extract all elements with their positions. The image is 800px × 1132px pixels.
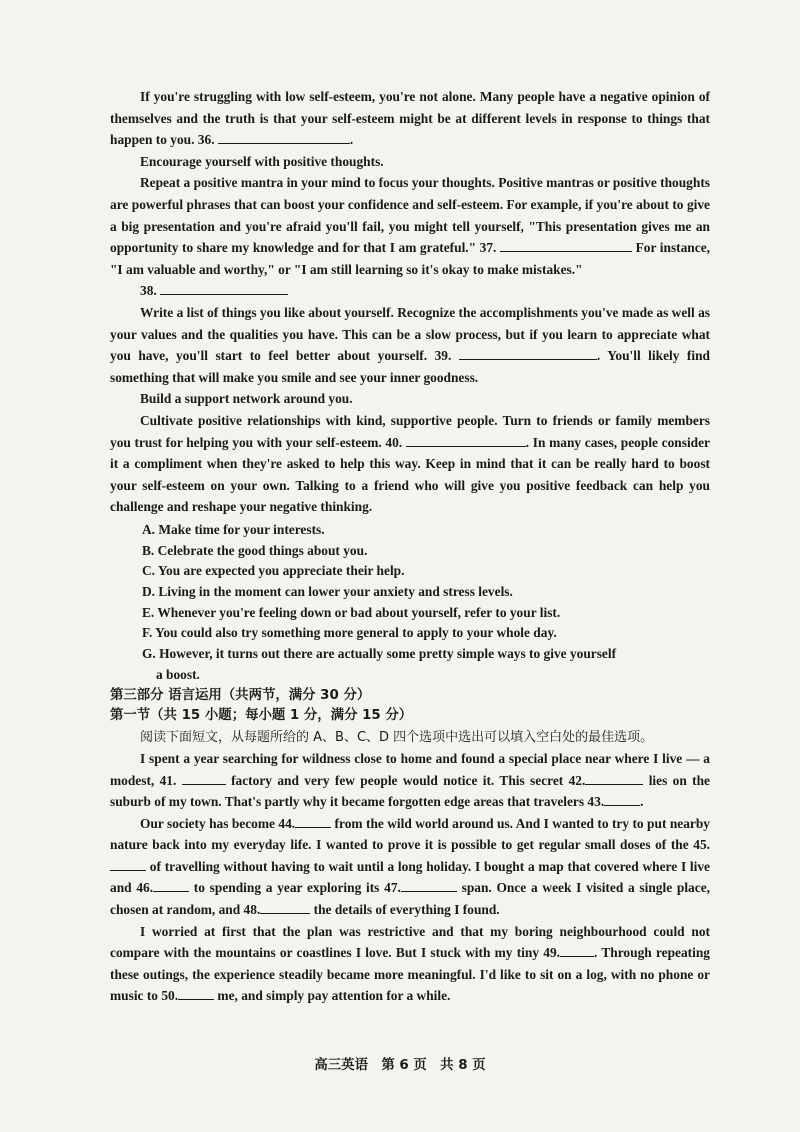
answer-options [110,520,710,686]
answer-blank-50[interactable] [178,987,214,1000]
option-a: A. Make time for your interests. [142,521,325,537]
answer-blank-43[interactable] [604,793,640,806]
answer-blank-49[interactable] [560,944,594,957]
answer-blank-36[interactable] [218,131,350,144]
answer-blank-42[interactable] [585,772,643,785]
cloze-paragraph: Our society has become 44. from the wild world around us. And I wanted to try to put nearby nature back into my everyday life. I wanted to prove it is possible to get regular small doses of the 45. of travelling without having to wait until a long holiday. I bought a map that covered where I live and 46. to spending a year exploring its 47. span. Once a week I visited a single place, chosen at random, and 48. the details of everything I found. [110,815,710,918]
answer-blank-39[interactable] [459,347,597,360]
answer-blank-44[interactable] [295,815,331,828]
option-c: C. You are expected you appreciate their help. [142,563,405,579]
answer-blank-47[interactable] [401,879,457,892]
question-38-line: 38. [110,280,710,302]
passage-paragraph: Repeat a positive mantra in your mind to focus your thoughts. Positive mantras or positive thoughts are powerful phrases that can boost your confidence and self-esteem. For example, if you're about to give a big presentation and you're afraid you'll fail, you might tell yourself, "This presentation gives me an opportunity to share my knowledge and for that I am grateful." 37. For instance, "I am valuable and worthy," or "I am still learning so it's okay to make mistakes." [110,175,710,277]
answer-blank-45[interactable] [110,858,146,871]
option-b: B. Celebrate the good things about you. [142,542,368,558]
passage-paragraph: Write a list of things you like about yourself. Recognize the accomplishments you've made as well as your values and the qualities you have. This can be a slow process, but if you learn to appreciate what you have, you'll start to feel better about yourself. 39. . You'll likely find something that will make you smile and see your inner goodness. [110,304,710,385]
option-d: D. Living in the moment can lower your anxiety and stress levels. [142,583,513,599]
answer-blank-48[interactable] [260,901,310,914]
part3-title: 第三部分 语言运用（共两节，满分 30 分） [110,687,371,703]
section-instruction: 阅读下面短文，从每题所给的 A、B、C、D 四个选项中选出可以填入空白处的最佳选项。 [140,729,654,745]
answer-blank-37[interactable] [500,239,632,252]
cloze-paragraph: I spent a year searching for wildness close to home and found a special place near where I live — a modest, 41. factory and very few people would notice it. This secret 42. lies on the suburb of my town. That's partly why it became forgotten edge areas that travelers 43. . [110,750,710,810]
answer-blank-40[interactable] [406,434,526,447]
passage-paragraph: If you're struggling with low self-esteem, you're not alone. Many people have a negative opinion of themselves and the truth is that your self-esteem might be at different levels in response to things that happen to you. 36. . [110,89,710,148]
option-g: G. However, it turns out there are actually some pretty simple ways to give yourself [142,646,617,662]
option-e: E. Whenever you're feeling down or bad about yourself, refer to your list. [142,604,561,620]
option-g-continuation: a boost. [156,666,200,682]
cloze-paragraph: I worried at first that the plan was restrictive and that my boring neighbourhood could not compare with the mountains or coastlines I love. But I stuck with my tiny 49. . Through repeating these outings, the experience steadily became more meaningful. I'd like to sit on a log, with no phone or music to 50. me, and simply pay attention for a while. [110,923,710,1004]
answer-blank-41[interactable] [182,772,226,785]
section1-title: 第一节（共 15 小题；每小题 1 分，满分 15 分） [110,708,413,724]
answer-blank-46[interactable] [153,879,189,892]
passage-paragraph: Cultivate positive relationships with kind, supportive people. Turn to friends or family members you trust for helping you with your self-esteem. 40. . In many cases, people consider it a compliment when they're asked to help this way. Keep in mind that it can be really hard to boost your self-esteem on your own. Talking to a friend who will give you positive feedback can help you challenge and reshape your negative thinking. [110,412,710,515]
option-f: F. You could also try something more general to apply to your whole day. [142,625,557,641]
answer-blank-38[interactable] [160,282,288,295]
subheading: Encourage yourself with positive thoughts. [140,153,384,169]
page-footer: 高三英语 第 6 页 共 8 页 [314,1058,486,1073]
subheading: Build a support network around you. [140,391,353,407]
